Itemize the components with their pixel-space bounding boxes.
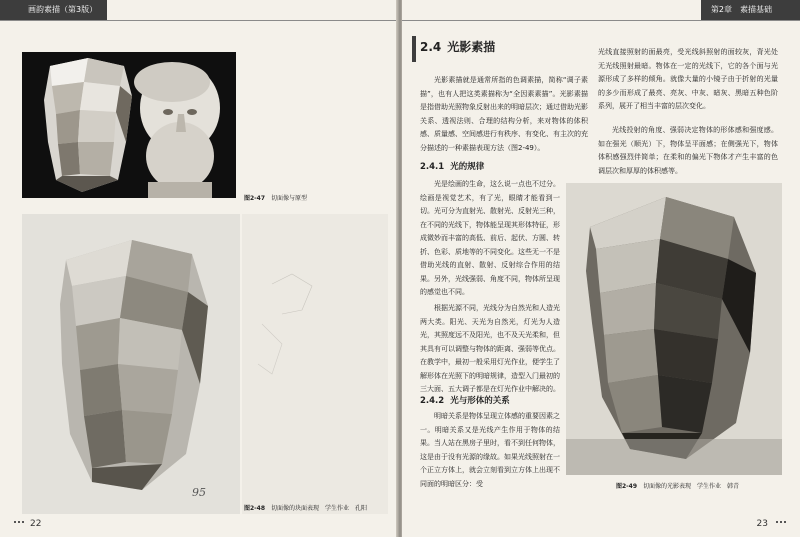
- light-form-text: 明暗关系是物体呈现立体感的重要因素之一。明暗关系又是光线产生作用于物体的结果。当人站在黑房子里时，看不到任何物体，这是由于没有光源的缘故。如果光线照射在一个正立方体上，就会立刻看到立方体上出现不同面的明暗区分：受: [420, 412, 560, 488]
- figure-2-47-number: 图2-47: [244, 195, 266, 202]
- left-header: [0, 0, 398, 21]
- faceted-head-sketch-image: [22, 214, 240, 514]
- left-page: [0, 0, 398, 537]
- column2-paragraph-2: [598, 124, 778, 178]
- light-source-text: 根据光源不同，光线分为自然光和人造光两大类。阳光、天光为自然光，灯光为人造光，其照度远不及阳光，也不及天光柔和，但其具有可以调整与物体的距离、强弱等优点。在教学中，最初一般采用灯光作业，便学生了解形体在光照下的明暗规律，造型入门最初的三大面、五大调子都是在灯光作业中解决的。: [420, 304, 560, 393]
- right-page: [402, 0, 800, 537]
- right-header-title: 第2章 素描基础: [701, 0, 800, 20]
- figure-2-47-photo: [22, 52, 236, 198]
- svg-text:95: 95: [192, 486, 206, 499]
- left-page-number-ornament: [14, 521, 24, 525]
- figure-2-49-number: 图2-49: [616, 483, 638, 490]
- subsection-2-4-1-number: 2.4.1: [420, 162, 445, 172]
- subsection-2-4-1-title: 光的规律: [450, 162, 485, 172]
- faceted-bust-shape: [44, 58, 132, 192]
- intro-paragraph: [420, 74, 588, 155]
- subsection-2-4-2-number: 2.4.2: [420, 396, 445, 406]
- light-rules-paragraph: [420, 178, 560, 300]
- faceted-and-original-busts-image: [22, 52, 236, 198]
- section-title: 光影素描: [447, 40, 496, 54]
- light-source-paragraph: [420, 302, 560, 397]
- column2-text-1: 光线直接照射的面最亮，受光线斜照射的面较灰，背光处无光线照射最暗。物体在一定的光线下，它的各个面与光源形成了多样的倾角。就像大量的小镜子由于折射的光量的多少而形成了最亮、亮灰、中灰、暗灰、黑暗五种色阶系列，展开了相当丰富的层次变化。: [598, 48, 778, 110]
- light-form-paragraph: [420, 410, 560, 491]
- section-marker-bar: [412, 36, 416, 62]
- figure-2-49-caption: [616, 481, 739, 490]
- figure-2-48-drawing: [22, 214, 240, 514]
- figure-2-48-text: 切面像的块面表现 学生作业 孔阳: [271, 505, 368, 512]
- column2-paragraph-1: [598, 46, 778, 114]
- left-header-title: 画韵素描（第3版）: [0, 0, 107, 20]
- figure-2-48-number: 图2-48: [244, 505, 266, 512]
- section-number: 2.4: [420, 40, 442, 54]
- figure-2-48-caption: [244, 503, 367, 512]
- subsection-2-4-1-heading: [420, 160, 484, 172]
- figure-2-49-drawing: [566, 183, 782, 475]
- right-page-number: 23: [756, 519, 768, 529]
- right-header: [402, 0, 800, 21]
- faceted-head-light-shadow-image: [566, 183, 782, 475]
- subsection-2-4-2-heading: [420, 394, 510, 406]
- right-page-number-ornament: [776, 521, 786, 525]
- intro-text: 光影素描就是通常所指的色调素描，简称“调子素描”，也有人把这类素描称为“全因素素描”。光影素描是指借助光照物象反射出来的明暗层次；通过借助光影关系、透视法则、合理的结构分析，来对物体的体积感、质量感、空间感进行有秩序、有变化、有主次的充分描述的一种素描表现方法（图2-49）。: [420, 76, 588, 152]
- figure-2-47-caption: [244, 193, 307, 202]
- faint-sketch-lines: [242, 214, 388, 514]
- light-rules-text: 光是绘画的生命，这么说一点也不过分。绘画是视觉艺术，有了光，眼睛才能看到一切。光可分为直射光、散射光、反射光三种，在不同的光线下，物体能呈现其形体特征，形成微妙而丰富的高低、前后、起伏、方圆、转折、色彩、质地等的不同变化。这些无一不是借助光线的直射、散射、反射综合作用的结果。另外，光线强弱、角度不同，物体所呈现的感觉也不同。: [420, 180, 560, 296]
- section-heading: [420, 38, 495, 55]
- figure-2-47-text: 切面像与原型: [271, 195, 308, 202]
- left-page-number: 22: [30, 519, 42, 529]
- subsection-2-4-2-title: 光与形体的关系: [450, 396, 510, 406]
- blank-sketch-area: [242, 214, 388, 514]
- figure-2-49-text: 切面像的光影表现 学生作业 韩青: [643, 483, 740, 490]
- column2-text-2: 光线投射的角度、强弱决定物体的形体感和强度感。如在强光（顺光）下，物体呈平面感；在侧强光下，物体体积感强烈伴简单；在柔和的偏光下物体才产生丰富的色调层次和厚厚的体积感等。: [598, 126, 778, 175]
